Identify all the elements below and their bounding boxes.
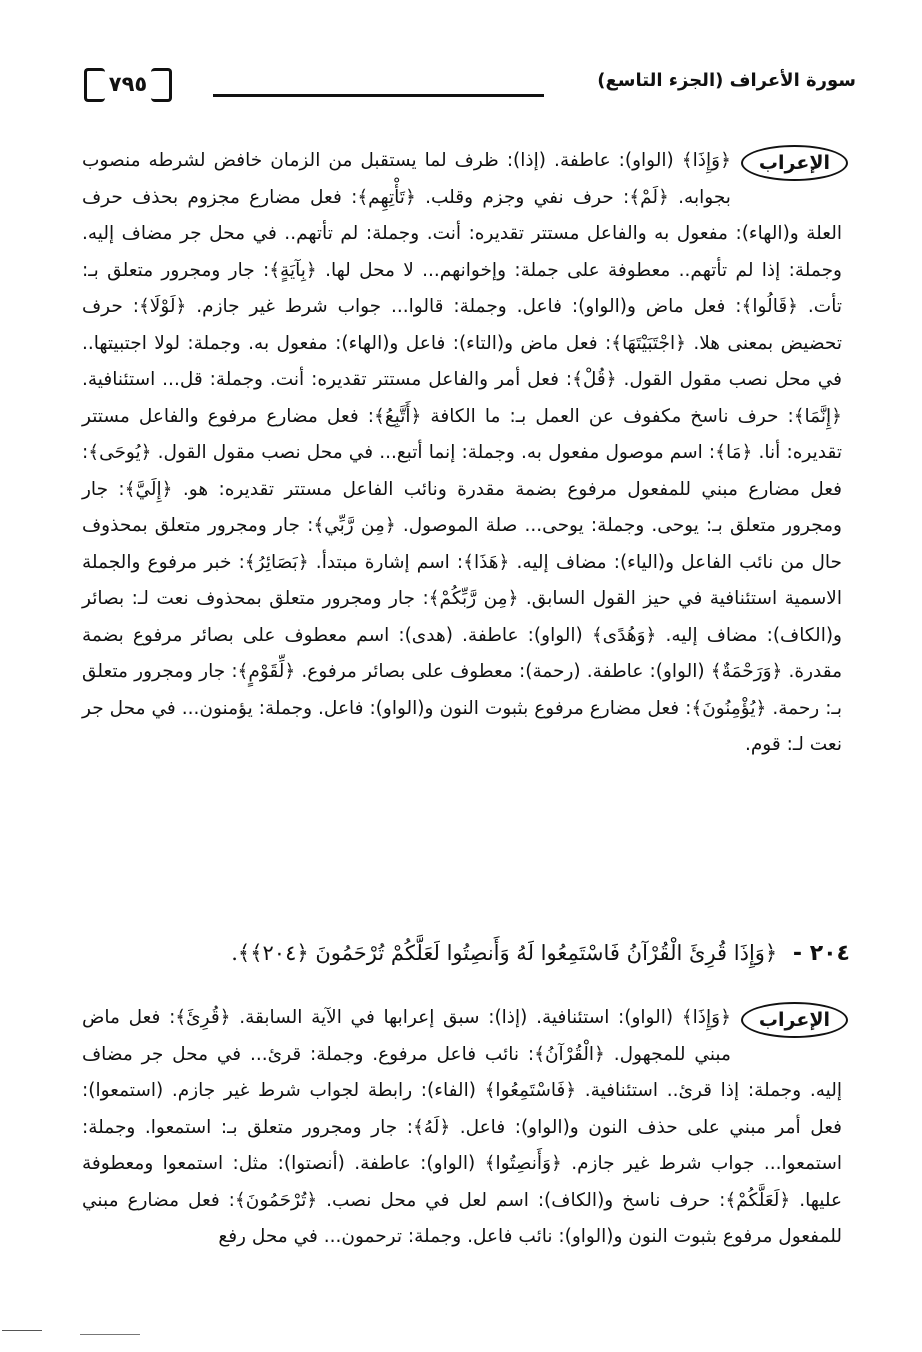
irab-section-2	[82, 1000, 842, 1256]
scan-mark	[2, 1330, 42, 1331]
page-number: ٧٩٥	[88, 64, 168, 104]
scan-marks	[0, 1324, 180, 1344]
running-head: سورة الأعراف (الجزء التاسع)	[597, 70, 856, 91]
verse-text: ﴿وَإِذَا قُرِئَ الْقُرْآنُ فَاسْتَمِعُوا لَهُ وَأَنصِتُوا لَعَلَّكُمْ تُرْحَمُونَ ﴿٢٠٤﴾﴾.	[231, 941, 778, 965]
scan-mark	[80, 1334, 140, 1335]
irab-paragraph: ﴿وَإِذَا﴾ (الواو): استئنافية. (إذا): سبق إعرابها في الآية السابقة. ﴿قُرِئَ﴾: فعل ماض مبني للمجهول. ﴿الْقُرْآنُ﴾: نائب فاعل مرفوع. وجملة: قرئ... في محل جر مضاف إليه. وجملة: إذا قرئ.. استئنافية. ﴿فَاسْتَمِعُوا﴾ (الفاء): رابطة لجواب شرط غير جازم. (استمعوا): فعل أمر مبني على حذف النون و(الواو): فاعل. ﴿لَهُ﴾: جار ومجرور متعلق بـ: استمعوا. وجملة: استمعوا... جواب شرط غير جازم. ﴿وَأَنصِتُوا﴾ (الواو): عاطفة. (أنصتوا): مثل: استمعوا ومعطوفة عليها. ﴿لَعَلَّكُمْ﴾: حرف ناسخ و(الكاف): اسم لعل في محل نصب. ﴿تُرْحَمُونَ﴾: فعل مضارع مبني للمفعول مرفوع بثبوت النون و(الواو): نائب فاعل. وجملة: ترحمون... في محل رفع	[82, 1007, 842, 1247]
header-rule	[213, 94, 544, 97]
irab-paragraph: ﴿وَإِذَا﴾ (الواو): عاطفة. (إذا): ظرف لما يستقبل من الزمان خافض لشرطه منصوب بجوابه. ﴿لَمْ﴾: حرف نفي وجزم وقلب. ﴿تَأْتِهِم﴾: فعل مضارع مجزوم بحذف حرف العلة و(الهاء): مفعول به والفاعل مستتر تقديره: أنت. وجملة: لم تأتهم.. في محل جر مضاف إليه. وجملة: إذا لم تأتهم.. معطوفة على جملة: وإخوانهم... لا محل لها. ﴿بِآيَةٍ﴾: جار ومجرور متعلق بـ: تأت. ﴿قَالُوا﴾: فعل ماض و(الواو): فاعل. وجملة: قالوا... جواب شرط غير جازم. ﴿لَوْلَا﴾: حرف تحضيض بمعنى هلا. ﴿اجْتَبَيْتَهَا﴾: فعل ماض و(التاء): فاعل و(الهاء): مفعول به. وجملة: لولا اجتبيتها.. في محل نصب مقول القول. ﴿قُلْ﴾: فعل أمر والفاعل مستتر تقديره: أنت. وجملة: قل... استئنافية. ﴿إِنَّمَا﴾: حرف ناسخ مكفوف عن العمل بـ: ما الكافة ﴿أَتَّبِعُ﴾: فعل مضارع مرفوع والفاعل مستتر تقديره: أنا. ﴿مَا﴾: اسم موصول مفعول به. وجملة: إنما أتبع... في محل نصب مقول القول. ﴿يُوحَى﴾: فعل مضارع مبني للمفعول مرفوع بضمة مقدرة ونائب الفاعل مستتر تقديره: هو. ﴿إِلَيَّ﴾: جار ومجرور متعلق بـ: يوحى. وجملة: يوحى... صلة الموصول. ﴿مِن رَّبِّي﴾: جار ومجرور متعلق بمحذوف حال من نائب الفاعل و(الياء): مضاف إليه. ﴿هَذَا﴾: اسم إشارة مبتدأ. ﴿بَصَائِرُ﴾: خبر مرفوع والجملة الاسمية استئنافية في حيز القول السابق. ﴿مِن رَّبِّكُمْ﴾: جار ومجرور متعلق بمحذوف نعت لـ: بصائر و(الكاف): مضاف إليه. ﴿وَهُدًى﴾ (الواو): عاطفة. (هدى): اسم معطوف على بصائر مرفوع بضمة مقدرة. ﴿وَرَحْمَةٌ﴾ (الواو): عاطفة. (رحمة): معطوف على بصائر مرفوع. ﴿لِّقَوْمٍ﴾: جار ومجرور متعلق بـ: رحمة. ﴿يُؤْمِنُونَ﴾: فعل مضارع مرفوع بثبوت النون و(الواو): فاعل. وجملة: يؤمنون... في محل جر نعت لـ: قوم.	[82, 150, 842, 755]
irab-section-1	[82, 143, 842, 764]
irab-badge: الإعراب	[741, 145, 848, 181]
verse-number: ٢٠٤ -	[792, 941, 850, 966]
page-header	[88, 62, 856, 118]
irab-badge: الإعراب	[741, 1002, 848, 1038]
verse-line	[120, 935, 850, 972]
